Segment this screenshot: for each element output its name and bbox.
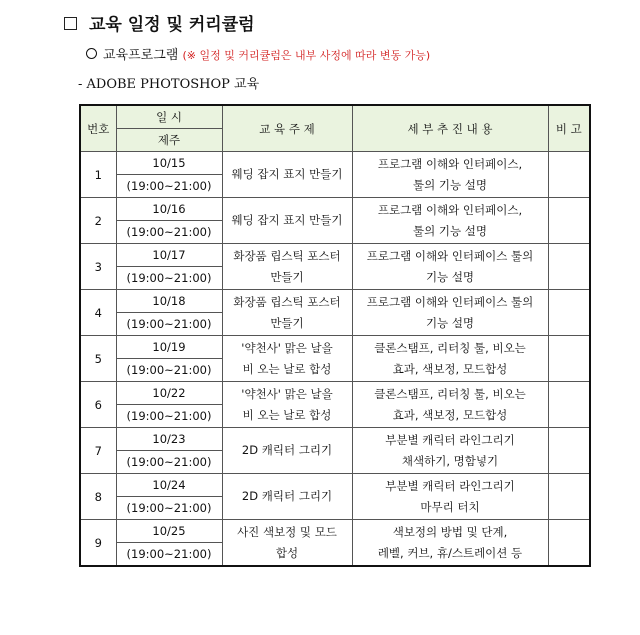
- course-title: - ADOBE PHOTOSHOP 교육: [78, 77, 260, 92]
- row-detail-line: 기능 설명: [425, 269, 475, 284]
- row-detail-line: 레벨, 커브, 휴/스트레이션 등: [377, 545, 523, 560]
- row-date: 10/19: [116, 336, 222, 359]
- checkbox-square-icon: [64, 17, 77, 30]
- table-row: [80, 474, 590, 497]
- table-row: [80, 428, 590, 451]
- row-remark: [548, 474, 590, 520]
- row-time: (19:00~21:00): [116, 543, 222, 567]
- table-body: [80, 152, 590, 567]
- row-time: (19:00~21:00): [116, 405, 222, 428]
- row-topic-line: 만들기: [270, 269, 304, 284]
- row-detail-line: 클론스탬프, 리터칭 툴, 비오는: [374, 386, 526, 401]
- row-topic: [222, 152, 352, 198]
- row-topic: [222, 474, 352, 520]
- row-topic-line: 화장품 립스틱 포스터: [233, 248, 341, 263]
- row-topic-line: 비 오는 날로 합성: [242, 361, 332, 376]
- row-date: 10/25: [116, 520, 222, 543]
- row-time: (19:00~21:00): [116, 313, 222, 336]
- row-detail-line: 프로그램 이해와 인터페이스 툴의: [366, 248, 534, 263]
- row-topic-line: 만들기: [270, 315, 304, 330]
- row-topic: [222, 336, 352, 382]
- row-number: 3: [80, 244, 116, 290]
- row-detail: [352, 198, 548, 244]
- row-topic-line: 사진 색보정 및 모드: [237, 524, 337, 539]
- row-detail: [352, 244, 548, 290]
- row-date: 10/18: [116, 290, 222, 313]
- row-remark: [548, 198, 590, 244]
- row-time: (19:00~21:00): [116, 451, 222, 474]
- row-topic-line: 합성: [275, 545, 299, 560]
- row-topic-line: '약천사' 맑은 날을: [241, 340, 333, 355]
- row-number: 1: [80, 152, 116, 198]
- row-detail-line: 효과, 색보정, 모드합성: [392, 407, 508, 422]
- row-remark: [548, 336, 590, 382]
- row-detail: [352, 152, 548, 198]
- row-date: 10/22: [116, 382, 222, 405]
- row-time: (19:00~21:00): [116, 175, 222, 198]
- row-remark: [548, 428, 590, 474]
- row-detail: [352, 382, 548, 428]
- row-detail: [352, 428, 548, 474]
- row-detail: [352, 290, 548, 336]
- row-detail-line: 프로그램 이해와 인터페이스 툴의: [366, 294, 534, 309]
- table-row: [80, 382, 590, 405]
- header-topic: 교 육 주 제: [222, 105, 352, 152]
- row-topic-line: 웨딩 잡지 표지 만들기: [231, 213, 343, 227]
- row-topic: [222, 290, 352, 336]
- program-note: (※ 일정 및 커리큘럼은 내부 사정에 따라 변동 가능): [182, 49, 431, 62]
- table-row: [80, 290, 590, 313]
- row-number: 2: [80, 198, 116, 244]
- row-detail-line: 부분별 캐릭터 라인그리기: [385, 478, 515, 493]
- row-time: (19:00~21:00): [116, 221, 222, 244]
- header-no: 번호: [80, 105, 116, 152]
- row-topic-line: 2D 캐릭터 그리기: [241, 443, 333, 457]
- row-detail-line: 툴의 기능 설명: [413, 223, 487, 238]
- row-date: 10/23: [116, 428, 222, 451]
- row-number: 4: [80, 290, 116, 336]
- row-detail-line: 클론스탬프, 리터칭 툴, 비오는: [374, 340, 526, 355]
- row-remark: [548, 290, 590, 336]
- header-datetime: 일 시: [116, 105, 222, 129]
- table-row: [80, 198, 590, 221]
- row-topic-line: 웨딩 잡지 표지 만들기: [231, 167, 343, 181]
- row-time: (19:00~21:00): [116, 497, 222, 520]
- row-topic: [222, 244, 352, 290]
- table-row: [80, 520, 590, 543]
- row-detail-line: 색보정의 방법 및 단계,: [392, 524, 508, 539]
- row-detail: [352, 336, 548, 382]
- row-number: 7: [80, 428, 116, 474]
- circle-bullet-icon: [86, 48, 97, 59]
- row-topic-line: 2D 캐릭터 그리기: [241, 489, 333, 503]
- schedule-table: [79, 104, 591, 567]
- row-detail-line: 툴의 기능 설명: [413, 177, 487, 192]
- row-detail-line: 채색하기, 명함넣기: [401, 453, 499, 468]
- row-topic: [222, 520, 352, 567]
- row-topic: [222, 428, 352, 474]
- heading-text: 교육 일정 및 커리큘럼: [89, 15, 255, 35]
- table-row: [80, 152, 590, 175]
- row-detail-line: 마무리 터치: [420, 499, 480, 514]
- program-line: [86, 44, 430, 63]
- row-number: 9: [80, 520, 116, 567]
- row-remark: [548, 382, 590, 428]
- row-remark: [548, 520, 590, 567]
- table-row: [80, 244, 590, 267]
- table-row: [80, 336, 590, 359]
- row-detail: [352, 474, 548, 520]
- header-location: 제주: [116, 129, 222, 152]
- row-topic: [222, 382, 352, 428]
- row-detail-line: 부분별 캐릭터 라인그리기: [385, 432, 515, 447]
- row-topic-line: '약천사' 맑은 날을: [241, 386, 333, 401]
- row-time: (19:00~21:00): [116, 359, 222, 382]
- row-number: 8: [80, 474, 116, 520]
- row-detail-line: 효과, 색보정, 모드합성: [392, 361, 508, 376]
- row-detail-line: 프로그램 이해와 인터페이스,: [377, 156, 523, 171]
- section-heading: [64, 10, 255, 35]
- row-number: 6: [80, 382, 116, 428]
- row-date: 10/17: [116, 244, 222, 267]
- row-date: 10/16: [116, 198, 222, 221]
- row-time: (19:00~21:00): [116, 267, 222, 290]
- program-label: 교육프로그램: [103, 48, 179, 63]
- row-detail: [352, 520, 548, 567]
- row-remark: [548, 244, 590, 290]
- row-detail-line: 기능 설명: [425, 315, 475, 330]
- row-topic: [222, 198, 352, 244]
- row-topic-line: 비 오는 날로 합성: [242, 407, 332, 422]
- header-detail: 세 부 추 진 내 용: [352, 105, 548, 152]
- row-number: 5: [80, 336, 116, 382]
- header-remark: 비 고: [548, 105, 590, 152]
- row-date: 10/24: [116, 474, 222, 497]
- row-topic-line: 화장품 립스틱 포스터: [233, 294, 341, 309]
- row-detail-line: 프로그램 이해와 인터페이스,: [377, 202, 523, 217]
- row-date: 10/15: [116, 152, 222, 175]
- row-remark: [548, 152, 590, 198]
